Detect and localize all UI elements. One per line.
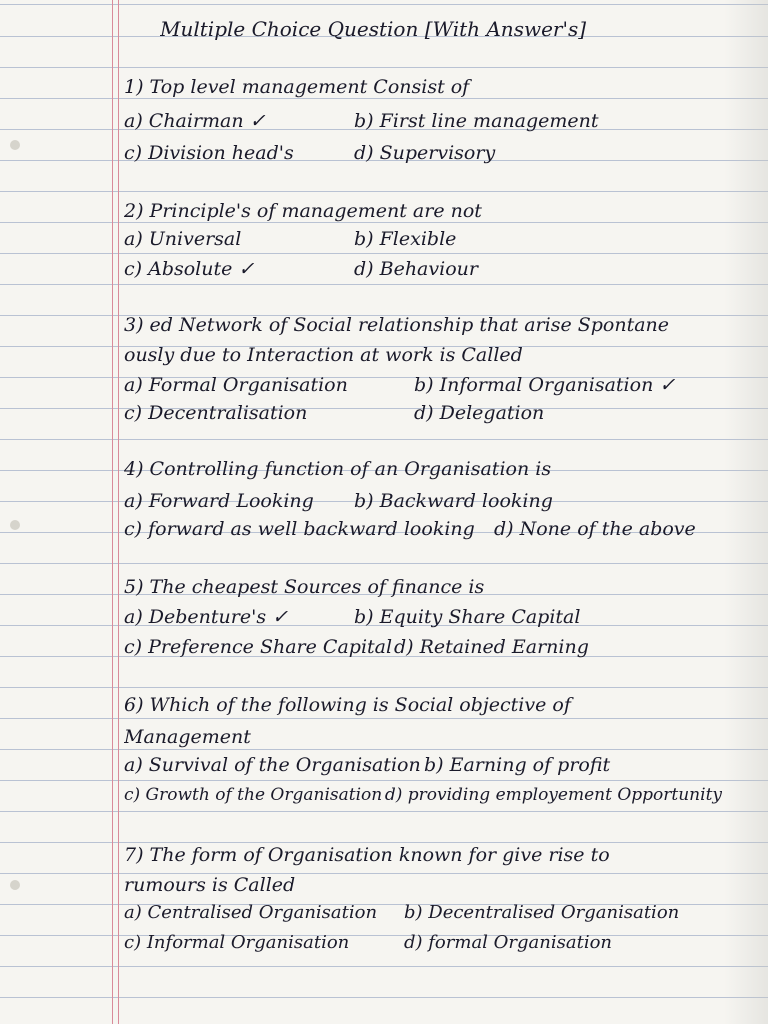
question-3-cont: ously due to Interaction at work is Called <box>124 344 523 366</box>
option-d: d) providing employement Opportunity <box>384 785 722 805</box>
options-row <box>124 108 722 134</box>
option-a: a) Debenture's ✓ <box>124 606 289 628</box>
option-a: a) Universal <box>124 228 242 250</box>
option-c: c) forward as well backward looking <box>124 518 475 540</box>
option-d: d) Behaviour <box>354 258 478 280</box>
option-a: a) Chairman ✓ <box>124 110 266 132</box>
margin-line <box>112 0 113 1024</box>
question-7: 7) The form of Organisation known for give rise to <box>124 844 610 866</box>
option-b: b) Backward looking <box>354 490 553 512</box>
options-row <box>124 226 722 252</box>
question-1: 1) Top level management Consist of <box>124 76 470 98</box>
margin-line <box>118 0 119 1024</box>
option-b: b) Decentralised Organisation <box>404 902 680 923</box>
option-b: b) First line management <box>354 110 599 132</box>
page-title: Multiple Choice Question [With Answer's] <box>160 17 587 41</box>
question-7-cont: rumours is Called <box>124 874 296 896</box>
option-c: c) Informal Organisation <box>124 932 350 953</box>
option-c: c) Decentralisation <box>124 402 308 424</box>
options-row <box>124 488 722 514</box>
question-5: 5) The cheapest Sources of finance is <box>124 576 485 598</box>
question-2: 2) Principle's of management are not <box>124 200 482 222</box>
option-a: a) Forward Looking <box>124 490 314 512</box>
options-row <box>124 516 722 542</box>
option-a: a) Centralised Organisation <box>124 902 378 923</box>
options-row <box>124 900 722 926</box>
question-6: 6) Which of the following is Social objective of <box>124 694 571 716</box>
options-row <box>124 256 722 282</box>
punch-hole <box>10 140 20 150</box>
options-row <box>124 604 722 630</box>
option-d: d) formal Organisation <box>404 932 613 953</box>
options-row <box>124 634 722 660</box>
option-d: d) Delegation <box>414 402 545 424</box>
options-row <box>124 782 722 808</box>
option-d: d) None of the above <box>494 518 696 540</box>
option-c: c) Absolute ✓ <box>124 258 255 280</box>
option-a: a) Formal Organisation <box>124 374 348 396</box>
option-b: b) Flexible <box>354 228 457 250</box>
option-d: d) Supervisory <box>354 142 496 164</box>
punch-hole <box>10 880 20 890</box>
option-a: a) Survival of the Organisation <box>124 754 421 776</box>
page-edge-shadow <box>724 0 768 1024</box>
options-row <box>124 372 722 398</box>
option-c: c) Division head's <box>124 142 294 164</box>
question-3: 3) ed Network of Social relationship that arise Spontane <box>124 314 670 336</box>
question-4: 4) Controlling function of an Organisation is <box>124 458 552 480</box>
option-c: c) Growth of the Organisation <box>124 785 383 805</box>
options-row <box>124 400 722 426</box>
option-c: c) Preference Share Capital <box>124 636 393 658</box>
options-row <box>124 140 722 166</box>
option-d: d) Retained Earning <box>394 636 589 658</box>
option-b: b) Equity Share Capital <box>354 606 581 628</box>
option-b: b) Earning of profit <box>424 754 611 776</box>
question-6-cont: Management <box>124 726 251 748</box>
punch-hole <box>10 520 20 530</box>
option-b: b) Informal Organisation ✓ <box>414 374 676 396</box>
options-row <box>124 930 722 956</box>
options-row <box>124 752 722 778</box>
